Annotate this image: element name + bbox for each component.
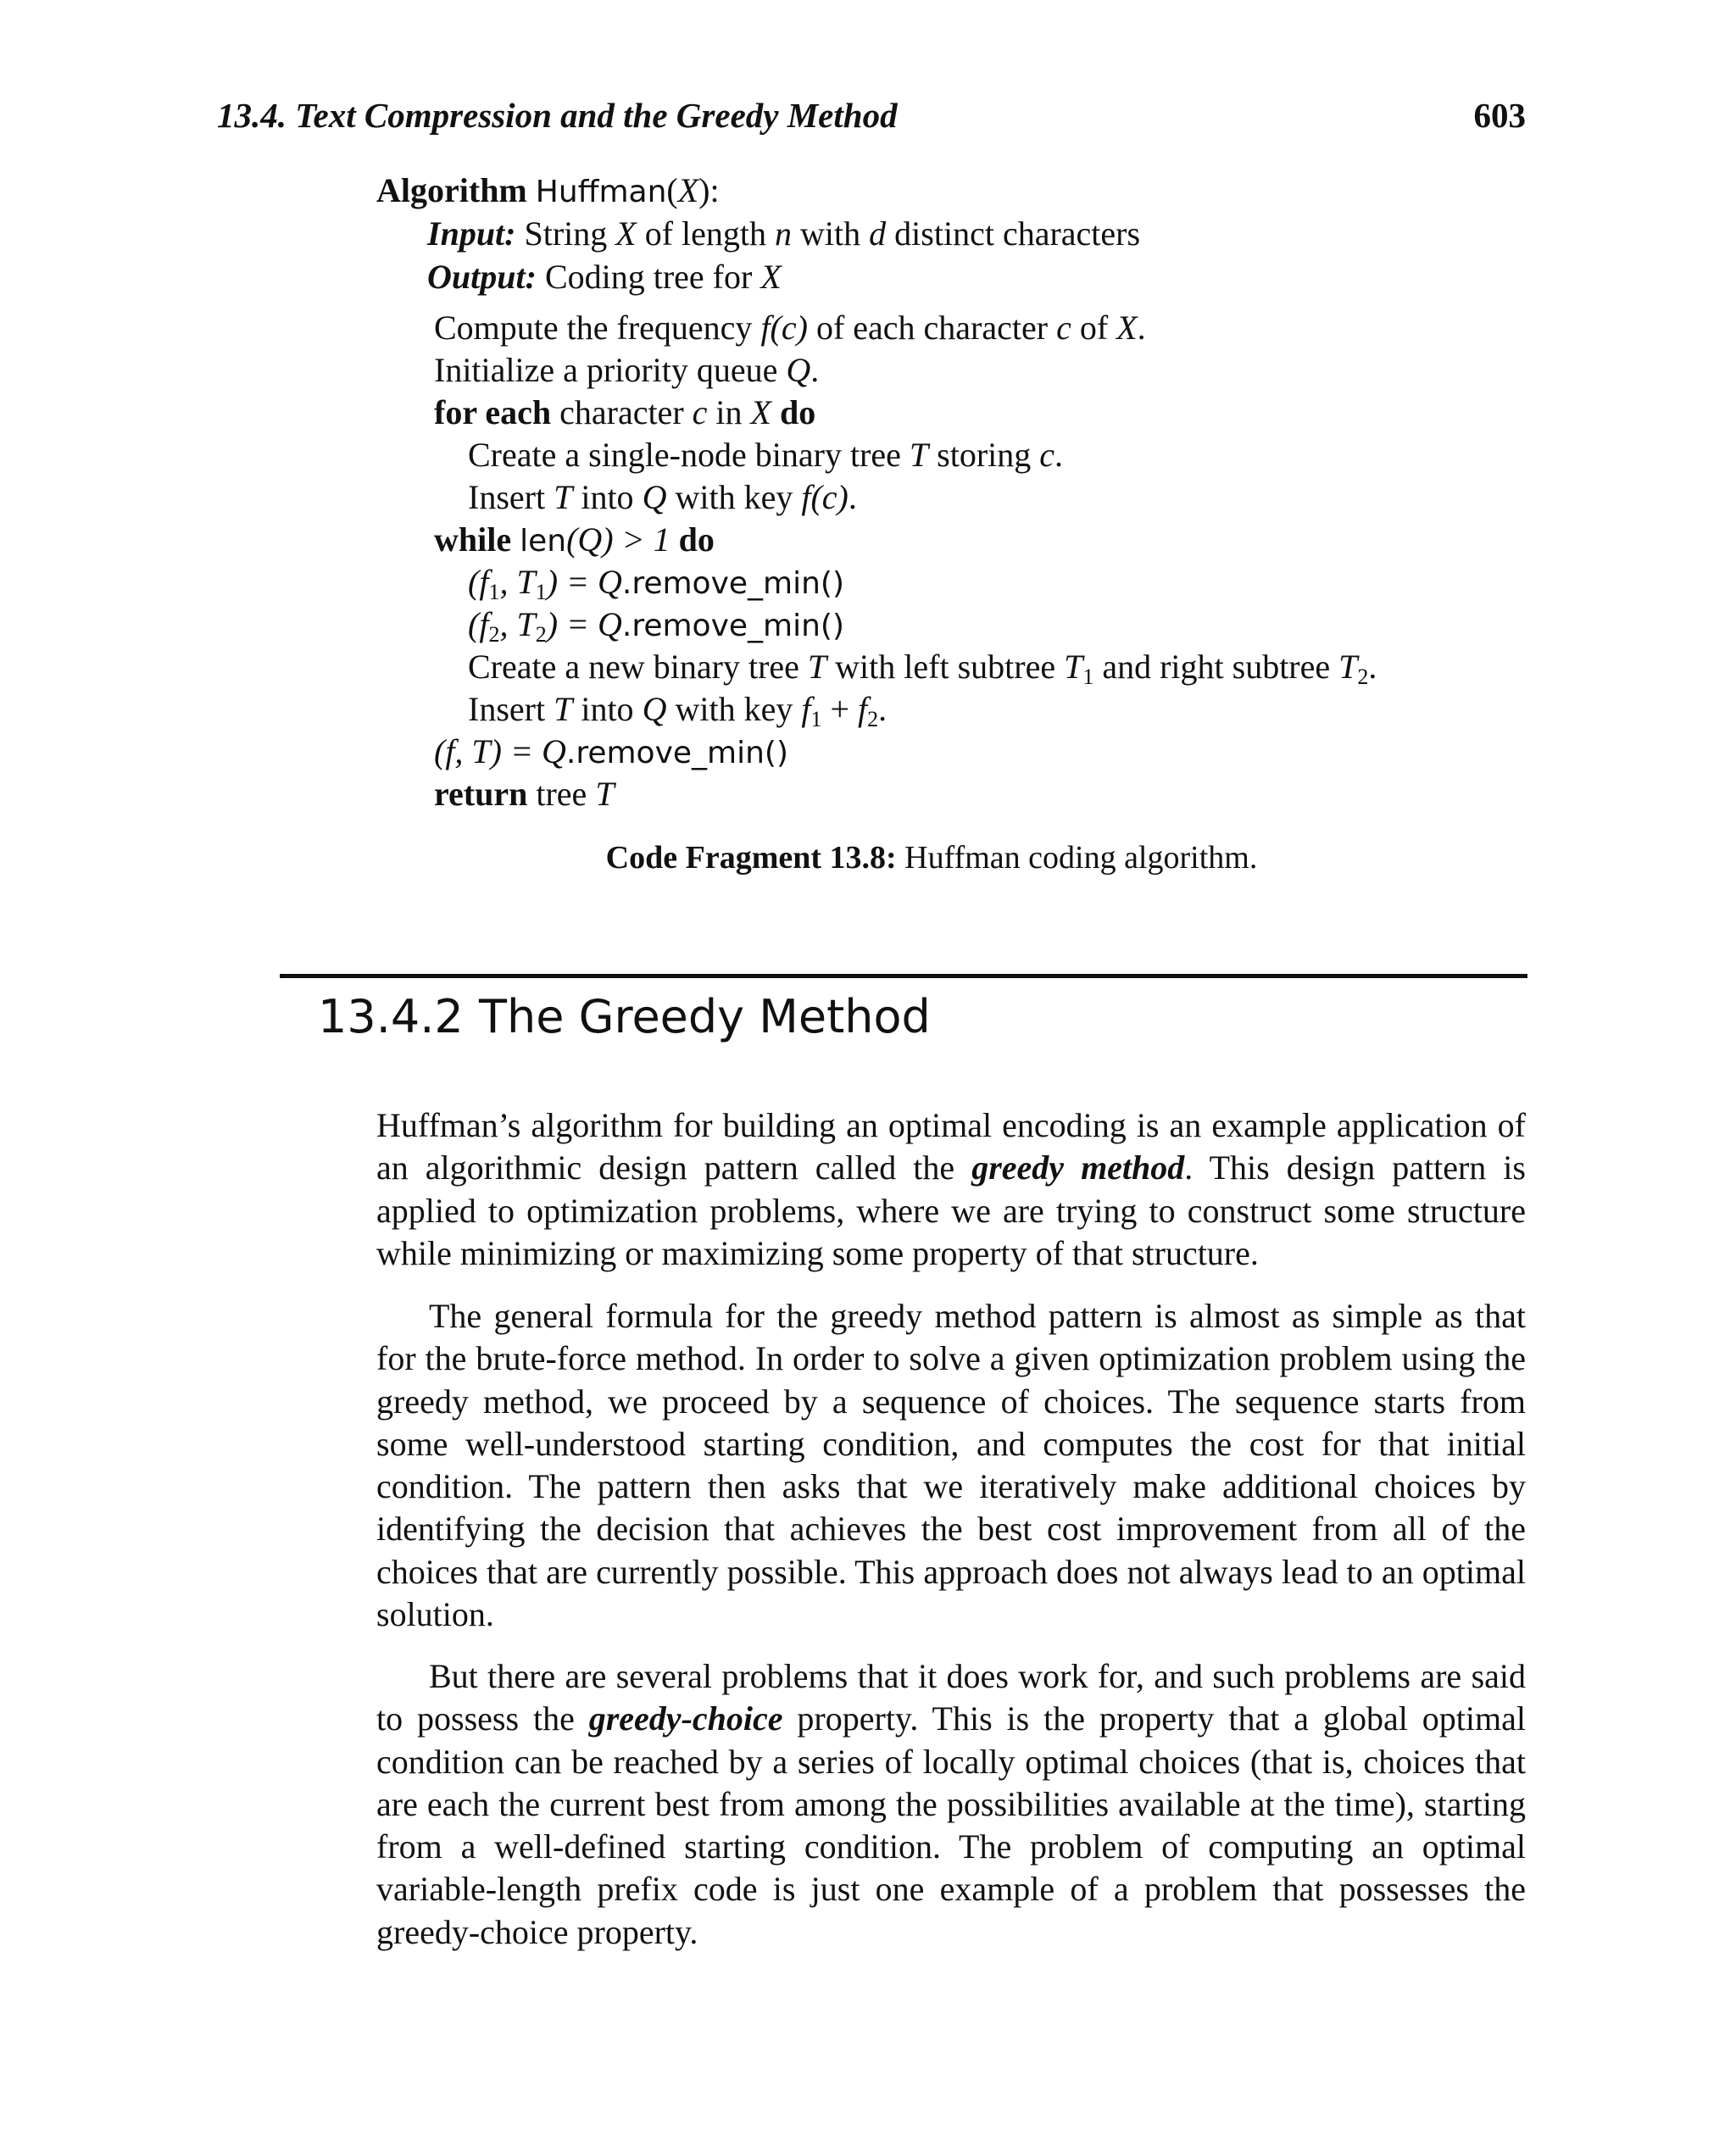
- step-expression: (Q) > 1: [566, 520, 670, 559]
- step-text: .: [1368, 648, 1377, 686]
- paragraph-1: [376, 1104, 1526, 1275]
- step-var: Q: [642, 690, 667, 728]
- step-var: T: [554, 690, 573, 728]
- step-expression: (f: [468, 605, 489, 643]
- step-text: of each character: [815, 309, 1049, 347]
- step-text: Insert: [468, 690, 546, 728]
- step-insert-merged: [468, 688, 887, 731]
- step-var: T: [595, 775, 615, 813]
- step-text: Initialize a priority queue: [434, 351, 778, 389]
- step-var: c: [1056, 309, 1071, 347]
- step-expression: , T: [499, 605, 536, 643]
- paragraph-text: . This design pattern is applied to optimization problems, where we are trying to construct some structure while minimizing or maximizing some property of that structure.: [376, 1148, 1526, 1272]
- step-var: T: [1338, 648, 1358, 686]
- step-expression: ) = Q: [546, 563, 622, 601]
- step-keyword: do: [678, 520, 715, 559]
- running-head: [217, 95, 1526, 146]
- step-expression: ) = Q: [546, 605, 622, 643]
- output-var: X: [760, 258, 782, 296]
- step-text: tree: [536, 775, 587, 813]
- step-text: into: [581, 690, 634, 728]
- step-insert: [468, 476, 857, 519]
- page-number: 603: [1473, 96, 1526, 135]
- step-function: len: [520, 524, 567, 559]
- section-heading: [318, 990, 931, 1043]
- algorithm-param: X: [677, 171, 699, 209]
- step-text: .: [878, 690, 887, 728]
- input-label: Input:: [427, 214, 516, 253]
- paragraph-2: The general formula for the greedy method pattern is almost as simple as that for the brute-force method. In order to solve a given optimization problem using the greedy method, we proceed by a sequence of choices. The sequence starts from some well-understood starting condition, and computes the cost for that initial condition. The pattern then asks that we iteratively make additional choices by identifying the decision that achieves the best cost improvement from all of the choices that are currently possible. This approach does not always lead to an optimal solution.: [376, 1297, 1526, 1634]
- step-remove-min-1: [468, 561, 844, 603]
- term-greedy-choice: greedy-choice: [588, 1699, 783, 1738]
- algorithm-paren: (: [666, 171, 678, 209]
- step-text: .: [1137, 309, 1146, 347]
- input-text: distinct characters: [894, 214, 1141, 253]
- step-expression: (f, T) = Q: [434, 732, 566, 770]
- input-var: n: [775, 214, 793, 253]
- subscript: 2: [867, 707, 879, 731]
- paragraph-text: Huffman’s algorithm for building an optimal encoding is an example application of an algorithmic design pattern called the: [376, 1106, 1526, 1187]
- step-return: [434, 773, 615, 815]
- step-var: X: [1116, 309, 1138, 347]
- section-title: The Greedy Method: [479, 990, 931, 1043]
- step-text: Create a single-node binary tree: [468, 436, 901, 474]
- subscript: 1: [1082, 665, 1094, 689]
- term-greedy-method: greedy method: [971, 1148, 1185, 1187]
- step-text: .: [848, 478, 857, 516]
- step-create-tree: [468, 646, 1377, 688]
- step-text: Compute the frequency: [434, 309, 753, 347]
- running-head-title: 13.4. Text Compression and the Greedy Method: [217, 96, 898, 135]
- step-expression: (f: [468, 563, 489, 601]
- paragraph-text: property. This is the property that a global optimal condition can be reached by a series of locally optimal choices (that is, choices that are each the current best from among the possibilities available at the time), starting from a well-defined starting condition. The problem of computing an optimal variable-length prefix code is just one example of a problem that possesses the greedy-choice property.: [376, 1699, 1526, 1951]
- step-keyword: return: [434, 775, 528, 813]
- step-text: into: [581, 478, 634, 516]
- step-text: and right subtree: [1102, 648, 1331, 686]
- step-function: .remove_min(): [621, 566, 845, 601]
- step-keyword: for each: [434, 393, 552, 431]
- subscript: 1: [535, 580, 547, 604]
- step-keyword: while: [434, 520, 512, 559]
- step-text: in: [715, 393, 743, 431]
- input-text: String: [524, 214, 608, 253]
- step-create-node: [468, 434, 1063, 476]
- step-expression: , T: [499, 563, 536, 601]
- input-var: d: [869, 214, 887, 253]
- algorithm-output: [427, 256, 782, 298]
- algorithm-signature: [376, 170, 720, 212]
- input-text: with: [800, 214, 861, 253]
- step-text: Insert: [468, 478, 546, 516]
- caption-text: Huffman coding algorithm.: [904, 840, 1258, 876]
- input-text: of length: [644, 214, 767, 253]
- step-var: f(c): [801, 478, 849, 516]
- output-text: Coding tree for: [544, 258, 753, 296]
- step-text: with left subtree: [835, 648, 1056, 686]
- subscript: 2: [1357, 665, 1369, 689]
- section-number: 13.4.2: [318, 990, 464, 1043]
- step-function: .remove_min(): [621, 609, 845, 643]
- paragraph-3: [376, 1655, 1526, 1954]
- algorithm-input: [427, 213, 1140, 255]
- output-label: Output:: [427, 258, 537, 296]
- step-text: Create a new binary tree: [468, 648, 799, 686]
- step-init: [434, 349, 819, 392]
- step-operator: +: [821, 690, 859, 728]
- step-var: X: [750, 393, 771, 431]
- subscript: 2: [488, 622, 500, 647]
- code-fragment-caption: [0, 839, 1736, 876]
- step-compute: [434, 307, 1146, 349]
- step-var: T: [1064, 648, 1083, 686]
- step-text: with key: [675, 690, 793, 728]
- step-var: c: [1039, 436, 1055, 474]
- step-var: Q: [786, 351, 811, 389]
- step-var: f: [858, 690, 868, 728]
- step-while: [434, 519, 715, 561]
- step-var: Q: [642, 478, 667, 516]
- step-var: c: [692, 393, 708, 431]
- step-text: .: [810, 351, 820, 389]
- subscript: 1: [810, 707, 822, 731]
- section-rule: [280, 974, 1527, 978]
- step-var: T: [807, 648, 827, 686]
- step-var: T: [554, 478, 573, 516]
- step-var: f: [801, 690, 811, 728]
- subscript: 2: [535, 622, 547, 647]
- step-text: .: [1054, 436, 1064, 474]
- step-for-each: [434, 392, 815, 434]
- paragraph-text: But there are several problems that it does work for, and such problems are said to possess the: [376, 1657, 1526, 1738]
- caption-label: Code Fragment 13.8:: [605, 840, 897, 876]
- input-var: X: [615, 214, 637, 253]
- step-function: .remove_min(): [565, 736, 789, 770]
- step-text: of: [1079, 309, 1109, 347]
- algorithm-name: Huffman: [535, 175, 667, 209]
- step-text: character: [559, 393, 684, 431]
- step-var: f(c): [760, 309, 808, 347]
- step-var: T: [909, 436, 929, 474]
- algorithm-keyword: Algorithm: [376, 171, 527, 209]
- step-remove-min-2: [468, 603, 844, 646]
- step-text: with key: [675, 478, 793, 516]
- subscript: 1: [488, 580, 500, 604]
- step-final-remove: [434, 731, 788, 773]
- step-keyword: do: [779, 393, 816, 431]
- step-text: storing: [937, 436, 1032, 474]
- algorithm-paren-close: ):: [698, 171, 720, 209]
